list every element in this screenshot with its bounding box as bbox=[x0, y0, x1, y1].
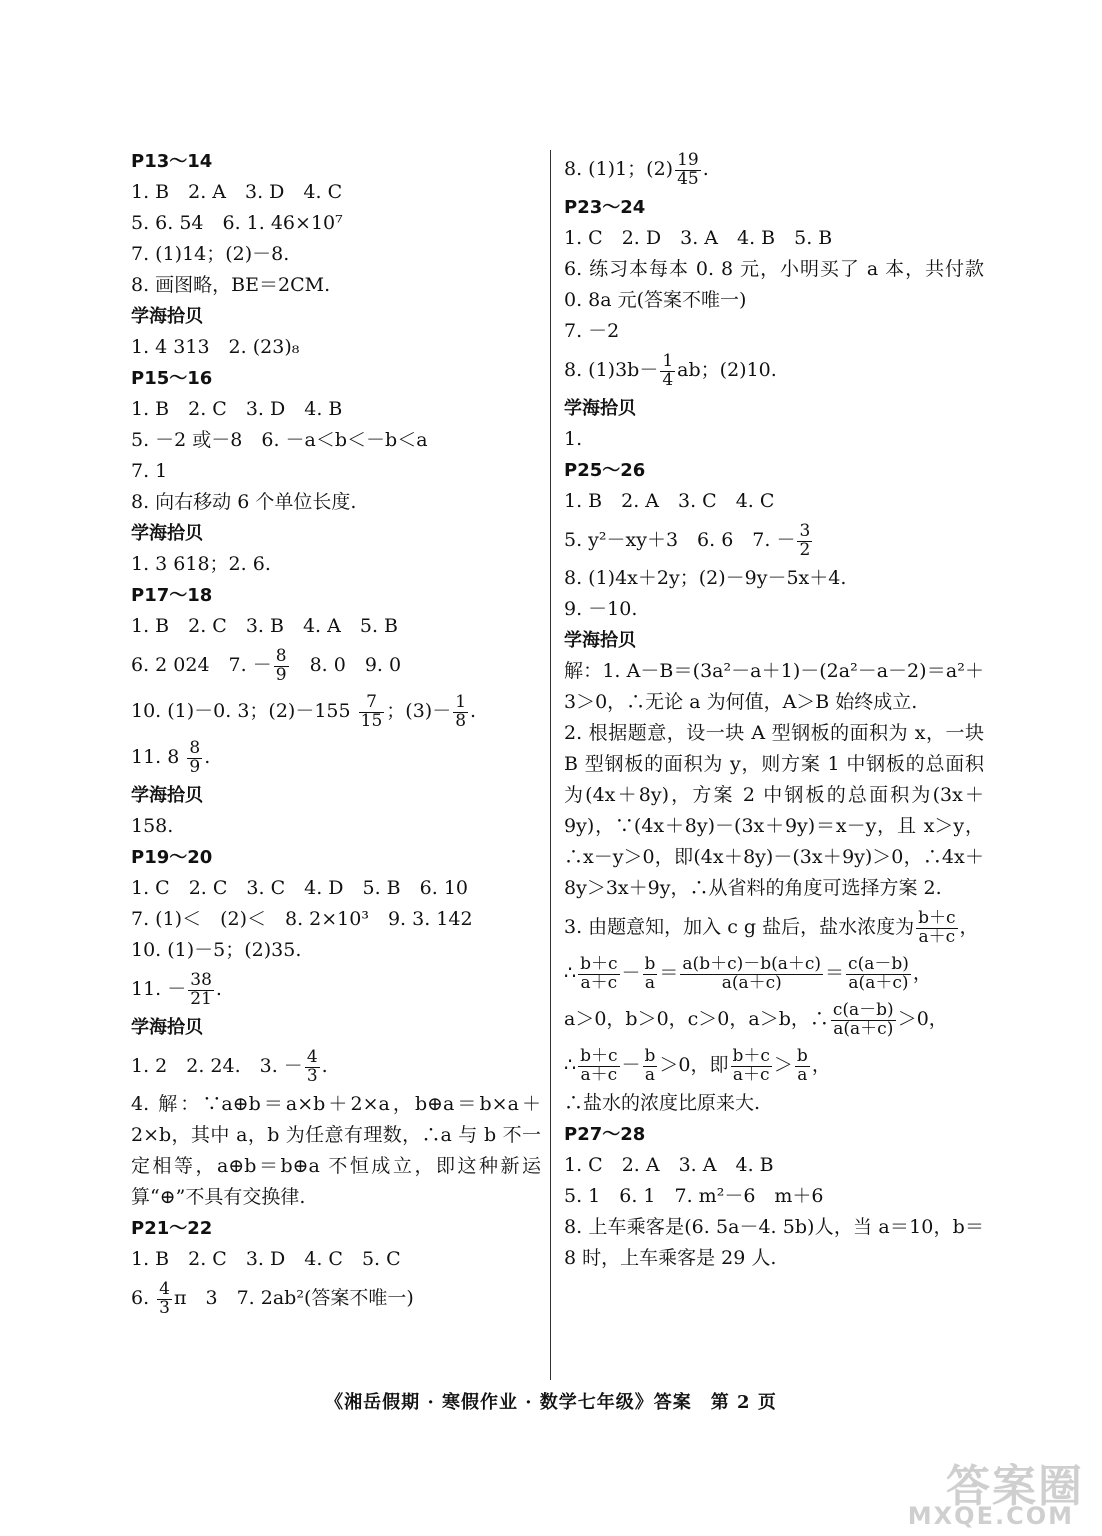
section-heading: P15～16 bbox=[131, 368, 213, 389]
text-segment: ；(3)－ bbox=[386, 700, 452, 722]
fraction-numerator: b＋c bbox=[918, 907, 956, 928]
fraction-denominator: a＋c bbox=[918, 926, 956, 947]
answer-line: 10. (1)－5；(2)35. bbox=[131, 939, 302, 961]
fraction-numerator: 1 bbox=[455, 691, 467, 712]
answer-line: 8. (1)4x＋2y；(2)－9y－5x＋4. bbox=[564, 567, 847, 589]
text-segment: － bbox=[621, 962, 641, 984]
fraction-numerator: 7 bbox=[359, 694, 385, 713]
answer-line-with-fraction bbox=[564, 517, 984, 563]
text-segment: . bbox=[470, 700, 477, 722]
text-segment: 3. 由题意知，加入 c g 盐后，盐水浓度为 bbox=[564, 916, 915, 938]
section-heading: 学海拾贝 bbox=[131, 1017, 203, 1038]
fraction bbox=[359, 691, 385, 731]
fraction bbox=[157, 1278, 172, 1318]
fraction bbox=[578, 953, 619, 993]
fraction bbox=[731, 1045, 772, 1085]
section-heading: 学海拾贝 bbox=[564, 398, 636, 419]
fraction bbox=[453, 691, 468, 731]
answer-line-with-fraction bbox=[131, 1043, 541, 1089]
fraction-denominator: a(a＋c) bbox=[833, 1018, 894, 1039]
answer-line: 1. 3 618；2. 6. bbox=[131, 553, 271, 575]
text-segment: a＞0，b＞0，c＞0，a＞b，∴ bbox=[564, 1008, 829, 1030]
answer-line: 1. C 2. A 3. A 4. B bbox=[564, 1154, 774, 1176]
section-heading: P21～22 bbox=[131, 1218, 213, 1239]
text-segment: . bbox=[702, 158, 709, 180]
section-heading: P25～26 bbox=[564, 460, 646, 481]
fraction-numerator: c(a－b) bbox=[848, 953, 909, 974]
answer-paragraph: 6. 练习本每本 0. 8 元，小明买了 a 本，共付款 0. 8a 元(答案不唯一) bbox=[564, 258, 984, 311]
fraction-denominator: 21 bbox=[190, 988, 212, 1009]
text-segment: ， bbox=[811, 1054, 831, 1076]
answer-line: 7. (1)14；(2)－8. bbox=[131, 243, 290, 265]
answer-line-with-fraction bbox=[131, 734, 541, 780]
answer-line-with-fraction bbox=[564, 347, 984, 393]
answer-line: 8. 向右移动 6 个单位长度. bbox=[131, 491, 357, 513]
text-segment: ， bbox=[959, 916, 979, 938]
right-column bbox=[564, 146, 984, 1274]
text-segment: ＞ bbox=[773, 1054, 793, 1076]
text-segment: ＝ bbox=[825, 962, 845, 984]
page-footer: 《湘岳假期 · 寒假作业 · 数学七年级》答案 第 2 页 bbox=[325, 1392, 777, 1413]
fraction-denominator: a＋c bbox=[732, 1064, 770, 1085]
section-heading: 学海拾贝 bbox=[131, 785, 203, 806]
answer-line: 5. 6. 54 6. 1. 46×10⁷ bbox=[131, 212, 343, 234]
text-segment: － bbox=[621, 1054, 641, 1076]
fraction-numerator: b bbox=[796, 1045, 808, 1066]
section-heading: 学海拾贝 bbox=[564, 630, 636, 651]
column-divider bbox=[550, 150, 551, 1380]
answer-line: 1. C 2. D 3. A 4. B 5. B bbox=[564, 227, 833, 249]
answer-line-with-fraction bbox=[131, 642, 541, 688]
fraction-numerator: 1 bbox=[662, 350, 674, 371]
left-column bbox=[131, 146, 541, 1321]
section-heading: P19～20 bbox=[131, 847, 213, 868]
fraction-denominator: 3 bbox=[306, 1065, 318, 1086]
answer-line: 1. B 2. C 3. D 4. C 5. C bbox=[131, 1248, 401, 1270]
fraction-denominator: a(a＋c) bbox=[848, 972, 909, 993]
text-segment: π 3 7. 2ab²(答案不唯一) bbox=[174, 1287, 414, 1309]
text-segment: ＞0，即 bbox=[659, 1054, 729, 1076]
text-segment: . bbox=[215, 978, 222, 1000]
answer-line: 5. －2 或－8 6. －a＜b＜－b＜a bbox=[131, 429, 428, 451]
fraction-numerator: b＋c bbox=[732, 1045, 770, 1066]
answer-paragraph: 4. 解：∵a⊕b＝a×b＋2×a，b⊕a＝b×a＋2×b，其中 a，b 为任意有理数，∴a 与 b 不一定相等，a⊕b＝b⊕a 不恒成立，即这种新运算“⊕”不具有交换律. bbox=[131, 1093, 541, 1208]
answer-line-with-fraction bbox=[564, 904, 984, 950]
fraction-denominator: a bbox=[644, 972, 656, 993]
fraction bbox=[680, 953, 823, 993]
fraction-numerator: a(b＋c)－b(a＋c) bbox=[682, 953, 822, 974]
fraction-denominator: a bbox=[797, 1064, 808, 1085]
watermark-logo bbox=[894, 1450, 1094, 1530]
section-heading: P17～18 bbox=[131, 585, 213, 606]
text-segment: 11. － bbox=[131, 978, 187, 1000]
fraction bbox=[795, 1045, 810, 1085]
fraction-denominator: 8 bbox=[455, 710, 467, 731]
answer-paragraph: 8. 上车乘客是(6. 5a－4. 5b)人，当 a＝10，b＝8 时，上车乘客是 29 人. bbox=[564, 1216, 984, 1269]
answer-line: 7. －2 bbox=[564, 320, 620, 342]
answer-line-with-fraction bbox=[564, 996, 984, 1042]
section-heading: 学海拾贝 bbox=[131, 523, 203, 544]
fraction-denominator: 3 bbox=[159, 1297, 170, 1318]
fraction-denominator: a＋c bbox=[580, 972, 618, 993]
fraction-denominator: 4 bbox=[662, 369, 674, 390]
answer-line-with-fraction bbox=[564, 146, 984, 192]
answer-line: 9. －10. bbox=[564, 598, 638, 620]
fraction bbox=[305, 1046, 320, 1086]
fraction bbox=[643, 1045, 658, 1085]
watermark-text: 答案圈 bbox=[946, 1461, 1084, 1512]
answer-line: ∴盐水的浓度比原来大. bbox=[564, 1092, 761, 1114]
fraction-numerator: 3 bbox=[799, 520, 811, 541]
text-segment: 11. 8 bbox=[131, 746, 186, 768]
text-segment: . bbox=[321, 1055, 328, 1077]
text-segment: ∴ bbox=[564, 962, 577, 984]
fraction-denominator: 9 bbox=[275, 664, 287, 685]
answer-line: 1. 4 313 2. (23)₈ bbox=[131, 336, 300, 358]
text-segment: . bbox=[204, 746, 211, 768]
text-segment: 6. bbox=[131, 1287, 156, 1309]
answer-line: 1. B 2. A 3. C 4. C bbox=[564, 490, 775, 512]
fraction-denominator: 45 bbox=[677, 168, 699, 189]
answer-line-with-fraction bbox=[564, 950, 984, 996]
fraction-numerator: 19 bbox=[677, 149, 699, 170]
section-heading: P27～28 bbox=[564, 1124, 646, 1145]
text-segment: 8. 0 9. 0 bbox=[290, 654, 402, 676]
answer-line: 7. (1)＜ (2)＜ 8. 2×10³ 9. 3. 142 bbox=[131, 908, 473, 930]
fraction bbox=[187, 737, 202, 777]
answer-paragraph: 2. 根据题意，设一块 A 型钢板的面积为 x，一块 B 型钢板的面积为 y，则方案 1 中钢板的总面积为(4x＋8y)，方案 2 中钢板的总面积为(3x＋9y)，∵(4x＋8y)－(3x＋9y)＝x－y，且 x＞y，∴x－y＞0，即(4x＋8y)－(3x＋9y)＞0，∴4x＋8y＞3x＋9y，∴从省料的角度可选择方案 2. bbox=[564, 722, 984, 899]
text-segment: ， bbox=[912, 962, 932, 984]
fraction bbox=[916, 907, 957, 947]
text-segment: ＞0， bbox=[897, 1008, 948, 1030]
fraction-numerator: b＋c bbox=[580, 1045, 618, 1066]
answer-line: 1. C 2. C 3. C 4. D 5. B 6. 10 bbox=[131, 877, 468, 899]
fraction-denominator: 9 bbox=[189, 756, 201, 777]
fraction bbox=[643, 953, 658, 993]
answer-line: 1. B 2. A 3. D 4. C bbox=[131, 181, 343, 203]
fraction bbox=[846, 953, 911, 993]
answer-line: 1. B 2. C 3. D 4. B bbox=[131, 398, 343, 420]
text-segment: ∴ bbox=[564, 1054, 577, 1076]
answer-line-with-fraction bbox=[131, 1275, 541, 1321]
section-heading: P13～14 bbox=[131, 151, 213, 172]
fraction-numerator: 38 bbox=[190, 969, 212, 990]
fraction bbox=[274, 645, 289, 685]
section-heading: 学海拾贝 bbox=[131, 306, 203, 327]
answer-line: 5. 1 6. 1 7. m²－6 m＋6 bbox=[564, 1185, 824, 1207]
fraction-numerator: b bbox=[644, 1045, 656, 1066]
fraction-denominator: a(a＋c) bbox=[721, 972, 782, 993]
answer-line-with-fraction bbox=[131, 966, 541, 1012]
answer-line: 1. B 2. C 3. B 4. A 5. B bbox=[131, 615, 398, 637]
fraction-denominator: a＋c bbox=[580, 1064, 618, 1085]
fraction-numerator: 8 bbox=[275, 645, 287, 666]
fraction-numerator: c(a－b) bbox=[832, 999, 894, 1020]
answer-line-with-fraction bbox=[564, 1042, 984, 1088]
text-segment: 10. (1)－0. 3；(2)－155 bbox=[131, 700, 357, 722]
answer-line: 1. bbox=[564, 428, 583, 450]
fraction bbox=[797, 520, 812, 560]
section-heading: P23～24 bbox=[564, 197, 646, 218]
fraction-numerator: b＋c bbox=[580, 953, 618, 974]
answer-line: 7. 1 bbox=[131, 460, 168, 482]
text-segment: 8. (1)3b－ bbox=[564, 359, 659, 381]
answer-paragraph: 解：1. A－B＝(3a²－a＋1)－(2a²－a－2)＝a²＋3＞0，∴无论 a 为何值，A＞B 始终成立. bbox=[564, 660, 984, 713]
text-segment: 6. 2 024 7. － bbox=[131, 654, 272, 676]
fraction bbox=[578, 1045, 619, 1085]
text-segment: 8. (1)1；(2) bbox=[564, 158, 674, 180]
fraction bbox=[831, 999, 896, 1039]
fraction-numerator: 4 bbox=[159, 1278, 170, 1299]
fraction-numerator: 8 bbox=[189, 737, 201, 758]
fraction bbox=[675, 149, 701, 189]
text-segment: ab；(2)10. bbox=[677, 359, 777, 381]
fraction-numerator: 4 bbox=[306, 1046, 318, 1067]
answer-line-with-fraction bbox=[131, 688, 541, 734]
fraction bbox=[660, 350, 675, 390]
fraction-numerator: b bbox=[644, 953, 656, 974]
text-segment: 5. y²－xy＋3 6. 6 7. － bbox=[564, 529, 796, 551]
answer-line: 8. 画图略，BE＝2CM. bbox=[131, 274, 331, 296]
watermark-url: MXQE.COM bbox=[907, 1502, 1074, 1530]
fraction-denominator: a bbox=[644, 1064, 656, 1085]
fraction-denominator: 15 bbox=[360, 710, 383, 731]
fraction bbox=[188, 969, 214, 1009]
fraction-denominator: 2 bbox=[799, 539, 811, 560]
text-segment: ＝ bbox=[659, 962, 679, 984]
text-segment: 1. 2 2. 24. 3. － bbox=[131, 1055, 303, 1077]
answer-line: 158. bbox=[131, 815, 174, 837]
